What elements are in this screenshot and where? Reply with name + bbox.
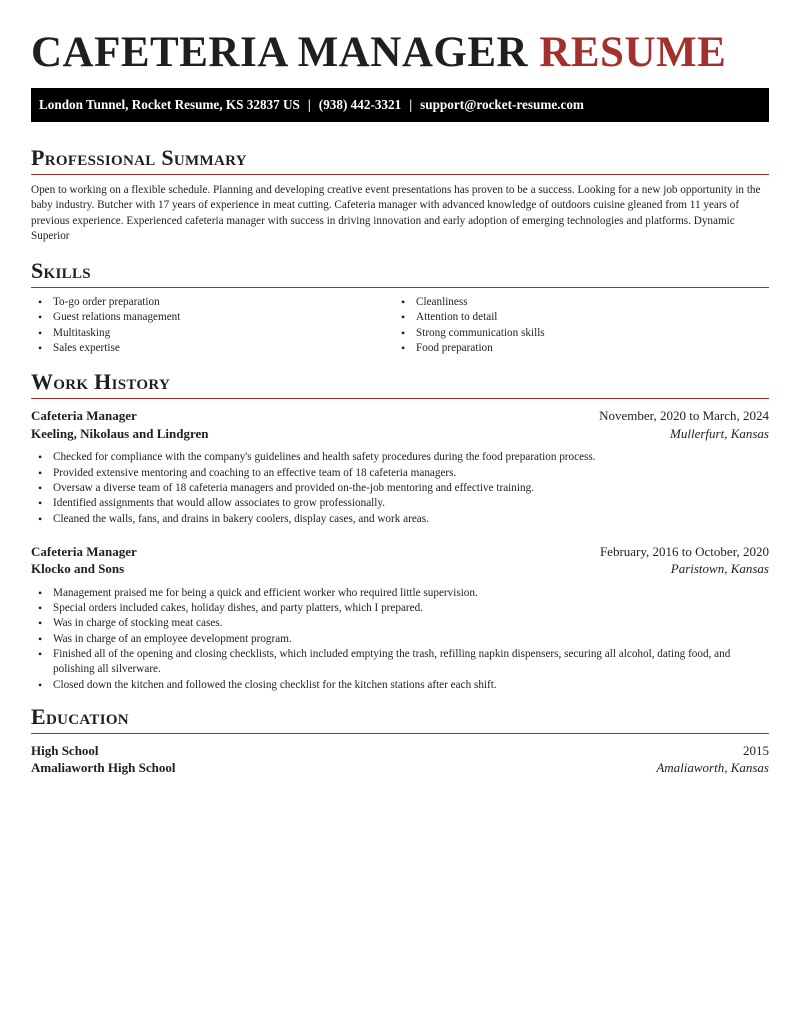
summary-heading: Professional Summary xyxy=(31,145,247,170)
duty-item: • Special orders included cakes, holiday dishes, and party platters, which I prepared. xyxy=(31,601,769,616)
duty-item: • Checked for compliance with the company's guidelines and health safety procedures during the food preparation process. xyxy=(31,450,769,465)
skill-item: • Guest relations management xyxy=(31,310,394,325)
summary-text: Open to working on a flexible schedule. Planning and developing creative event presentations has proven to be a success. Looking for a new job opportunity in the baby industry. Butcher with 17 years of experience in meat cutting. Cafeteria manager with advanced knowledge of outdoors cuisine gleaned from 11 years of previous experience. Experienced cafeteria manager with success in driving innovation and early adoption of emerging technologies and platforms. Dynamic Superior xyxy=(31,184,761,242)
skill-item: • Strong communication skills xyxy=(394,326,757,341)
duty-item: • Was in charge of stocking meat cases. xyxy=(31,616,769,631)
duty-item: • Finished all of the opening and closing checklists, which included emptying the trash, refilling napkin dispensers, securing all alcohol, dating food, and polishing all silverware. xyxy=(31,647,769,678)
skills-grid xyxy=(31,295,769,356)
title-accent: RESUME xyxy=(539,29,727,76)
section-divider xyxy=(31,398,769,399)
skill-item: • Food preparation xyxy=(394,341,757,356)
job-title: Cafeteria Manager xyxy=(31,543,137,559)
contact-bar xyxy=(31,88,769,122)
education-degree: High School xyxy=(31,742,99,758)
education-school: Amaliaworth High School xyxy=(31,760,176,776)
job-title: Cafeteria Manager xyxy=(31,408,137,424)
work-history-heading: Work History xyxy=(31,369,171,395)
summary-section xyxy=(31,145,769,244)
job-dates: November, 2020 to March, 2024 xyxy=(599,408,769,424)
contact-email: support@rocket-resume.com xyxy=(420,97,584,112)
section-divider xyxy=(31,733,769,734)
skill-item: • Cleanliness xyxy=(394,295,757,310)
section-divider xyxy=(31,287,769,288)
duty-item: • Was in charge of an employee development program. xyxy=(31,632,769,647)
duty-item: • Oversaw a diverse team of 18 cafeteria managers and provided on-the-job mentoring and effective training. xyxy=(31,481,769,496)
skill-item: • To-go order preparation xyxy=(31,295,394,310)
skills-heading: Skills xyxy=(31,258,91,284)
contact-separator: | xyxy=(307,97,311,112)
contact-phone: (938) 442-3321 xyxy=(318,97,402,112)
job-dates: February, 2016 to October, 2020 xyxy=(599,543,769,559)
title-main: CAFETERIA MANAGER xyxy=(31,29,529,76)
job-entry xyxy=(31,543,769,693)
skill-item: • Sales expertise xyxy=(31,341,394,356)
job-company: Klocko and Sons xyxy=(31,561,125,577)
duty-item: • Management praised me for being a quick and efficient worker who required little supervision. xyxy=(31,586,769,601)
duty-item: • Provided extensive mentoring and coaching to an effective team of 18 cafeteria managers. xyxy=(31,466,769,481)
skills-list-left xyxy=(31,295,394,356)
contact-separator: | xyxy=(409,97,413,112)
resume-title xyxy=(31,28,769,76)
duty-item: • Identified assignments that would allow associates to grow professionally. xyxy=(31,496,769,511)
job-duties xyxy=(31,450,769,526)
education-section xyxy=(31,704,769,777)
job-duties xyxy=(31,586,769,693)
education-entry xyxy=(31,742,769,777)
education-location: Amaliaworth, Kansas xyxy=(656,760,769,776)
contact-address: London Tunnel, Rocket Resume, KS 32837 US xyxy=(39,97,300,112)
job-entry xyxy=(31,407,769,526)
education-heading: Education xyxy=(31,703,129,729)
skill-item: • Multitasking xyxy=(31,326,394,341)
duty-item: • Closed down the kitchen and followed the closing checklist for the kitchen stations after each shift. xyxy=(31,678,769,693)
work-history-section xyxy=(31,369,769,693)
job-company: Keeling, Nikolaus and Lindgren xyxy=(31,425,209,441)
section-divider xyxy=(31,174,769,175)
skills-section xyxy=(31,258,769,356)
education-year: 2015 xyxy=(743,742,769,758)
job-location: Mullerfurt, Kansas xyxy=(670,425,769,441)
duty-item: • Cleaned the walls, fans, and drains in bakery coolers, display cases, and work areas. xyxy=(31,512,769,527)
job-location: Paristown, Kansas xyxy=(670,561,769,577)
skills-list-right xyxy=(394,295,757,356)
skill-item: • Attention to detail xyxy=(394,310,757,325)
